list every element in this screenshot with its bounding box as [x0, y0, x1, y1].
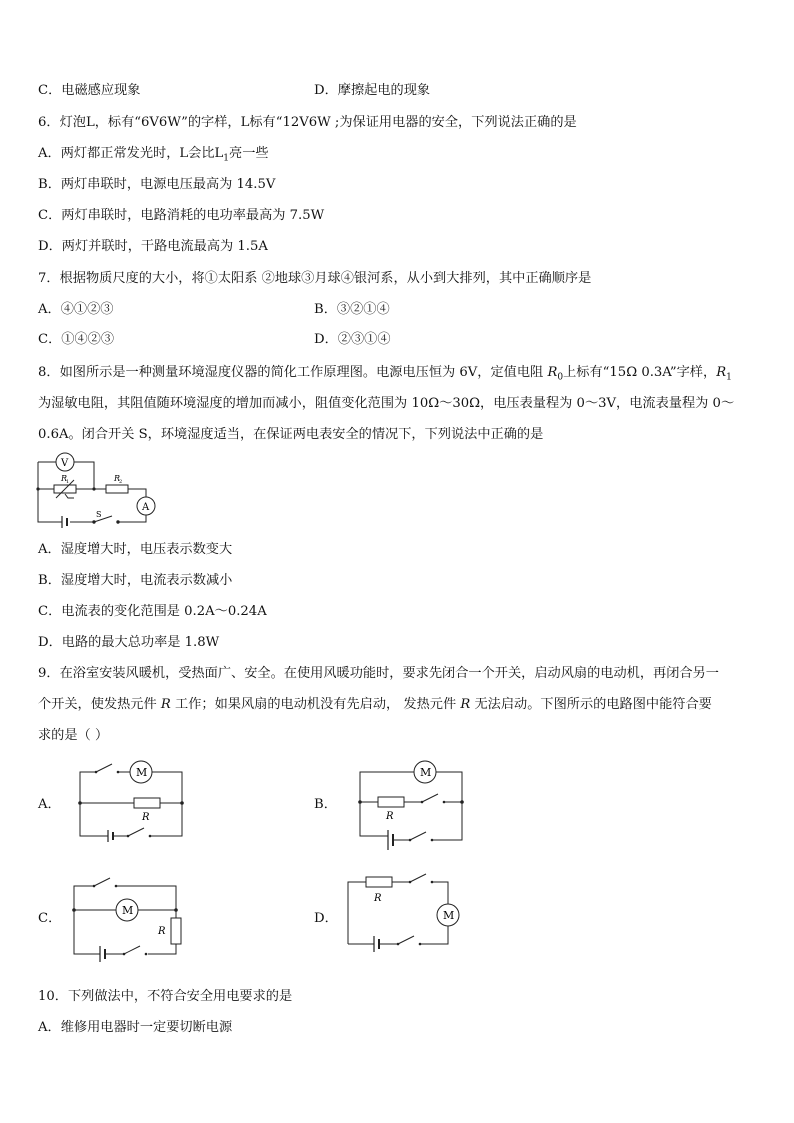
- q8-option-d: D．电路的最大总功率是 1.8W: [38, 635, 220, 650]
- q8-r0-sub: 0: [557, 372, 564, 383]
- q8-stem-text-1: 8．如图所示是一种测量环境湿度仪器的简化工作原理图。电源电压恒为 6V，定值电阻: [38, 365, 548, 380]
- q9-d-motor-label: M: [443, 909, 455, 922]
- q8-option-b: B．湿度增大时，电流表示数减小: [38, 573, 233, 588]
- q5-option-d: D．摩擦起电的现象: [314, 83, 431, 98]
- q8-fig-r1-sub: 1: [66, 479, 70, 485]
- q7-stem: 7．根据物质尺度的大小，将①太阳系 ②地球③月球④银河系，从小到大排列，其中正确顺序是: [38, 271, 592, 286]
- q9-stem-line3: 求的是（ ）: [38, 728, 109, 743]
- q9-option-c-label: C．: [38, 911, 62, 926]
- q8-fig-switch-label: S: [96, 510, 102, 519]
- q8-r1-symbol: R: [716, 365, 727, 380]
- q10-option-a: A．维修用电器时一定要切断电源: [38, 1020, 233, 1035]
- q9-r-symbol-1: R: [160, 697, 171, 712]
- q8-stem-line2: 为湿敏电阻，其阻值随环境湿度的增加而减小，阻值变化范围为 10Ω～30Ω，电压表量程为 0～3V，电流表量程为 0～: [38, 396, 735, 411]
- q9-a-resistor-label: R: [142, 812, 150, 823]
- q9-c-motor-label: M: [122, 904, 134, 917]
- q8-r0-symbol: R: [547, 365, 558, 380]
- q7-option-d: D．②③①④: [314, 332, 391, 347]
- q8-fig-voltmeter-label: V: [61, 458, 69, 469]
- q9-circuit-d: [340, 870, 470, 960]
- q10-stem: 10．下列做法中，不符合安全用电要求的是: [38, 989, 293, 1004]
- q6-option-a-sub: 1: [223, 153, 230, 164]
- q9-c-resistor-label: R: [158, 926, 166, 937]
- q9-option-b-label: B．: [314, 797, 337, 812]
- q8-stem-line3: 0.6A。闭合开关 S，环境湿度适当，在保证两电表安全的情况下，下列说法中正确的是: [38, 427, 544, 442]
- q9-stem-line2: [38, 696, 712, 714]
- q5-option-c: C．电磁感应现象: [38, 83, 141, 98]
- q9-stem-text-3: 无法启动。下图所示的电路图中能符合要: [470, 697, 712, 712]
- q6-option-a-tail: 亮一些: [229, 146, 269, 161]
- q9-a-motor-label: M: [136, 766, 148, 779]
- q6-stem: 6．灯泡L，标有“6V6W”的字样，L标有“12V6W ;为保证用电器的安全，下列说法正确的是: [38, 115, 577, 130]
- q8-option-a: A．湿度增大时，电压表示数变大: [38, 542, 233, 557]
- q9-circuit-b: [352, 756, 472, 852]
- q8-stem-text-2: 上标有“15Ω 0.3A”字样，: [563, 365, 717, 380]
- q9-d-resistor-label: R: [374, 893, 382, 904]
- q8-circuit-diagram: [34, 448, 164, 528]
- q7-option-a: A．④①②③: [38, 302, 114, 317]
- q9-stem-line1: 9．在浴室安装风暖机，受热面广、安全。在使用风暖功能时，要求先闭合一个开关，启动风扇的电动机，再闭合另一: [38, 666, 719, 681]
- q8-fig-r1-label: R: [61, 474, 68, 483]
- q8-stem-line1: [38, 364, 732, 387]
- q7-option-c: C．①④②③: [38, 332, 115, 347]
- q9-b-motor-label: M: [420, 766, 432, 779]
- q8-option-c: C．电流表的变化范围是 0.2A～0.24A: [38, 604, 267, 619]
- q8-r1-sub: 1: [726, 372, 732, 383]
- q9-r-symbol-2: R: [460, 697, 471, 712]
- q9-stem-text-1: 个开关，使发热元件: [38, 697, 161, 712]
- q8-fig-r2-label: R: [114, 474, 121, 483]
- q9-b-resistor-label: R: [386, 811, 394, 822]
- q6-option-a-text: A．两灯都正常发光时，L会比L: [38, 146, 224, 161]
- q6-option-b: B．两灯串联时，电源电压最高为 14.5V: [38, 177, 276, 192]
- q9-option-d-label: D．: [314, 911, 338, 926]
- q9-stem-text-2: 工作；如果风扇的电动机没有先启动， 发热元件: [170, 697, 461, 712]
- q6-option-a: [38, 145, 269, 168]
- q7-option-b: B．③②①④: [314, 302, 390, 317]
- q6-option-c: C．两灯串联时，电路消耗的电功率最高为 7.5W: [38, 208, 325, 223]
- q9-option-a-label: A．: [38, 797, 61, 812]
- q9-circuit-a: [72, 758, 192, 848]
- q6-option-d: D．两灯并联时，干路电流最高为 1.5A: [38, 239, 268, 254]
- q8-fig-ammeter-label: A: [142, 502, 150, 513]
- q8-fig-r2-sub: 2: [119, 479, 123, 485]
- q9-circuit-c: [66, 872, 190, 964]
